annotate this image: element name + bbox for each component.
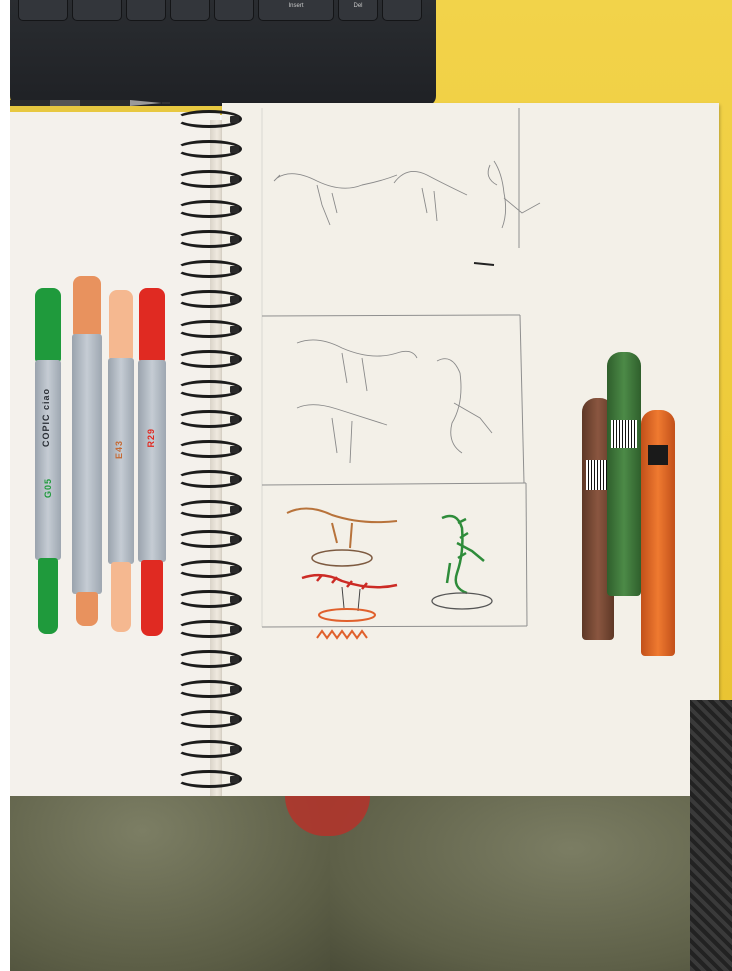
key-delete-label: Del (353, 3, 363, 9)
keyboard-key (72, 0, 122, 21)
keyboard-key (382, 0, 422, 21)
key-insert-label: Insert (288, 3, 304, 9)
panel-borders (262, 108, 527, 627)
keyboard-key (170, 0, 210, 21)
panel-2-sketches (297, 340, 492, 463)
marker-code-label: G05 (43, 478, 53, 499)
lap-right (330, 796, 732, 971)
marker-brand-label: COPIC ciao (41, 388, 51, 448)
marker-code-label: E43 (114, 440, 124, 460)
keyboard-key (214, 0, 254, 21)
panel-3-colored-dinosaurs (287, 508, 492, 638)
key-insert (258, 0, 334, 21)
keyboard-key (18, 0, 68, 21)
marker-green (32, 288, 64, 634)
marker-peach (106, 290, 136, 634)
keyboard (10, 0, 436, 106)
mechanical-pencil (10, 98, 170, 108)
crayon-green (607, 352, 641, 596)
marker-red (136, 288, 168, 636)
key-delete (338, 0, 378, 21)
marker-salmon (70, 276, 104, 628)
barcode-icon (611, 420, 637, 448)
lap-left (10, 796, 340, 971)
crayon-logo-icon (648, 445, 668, 465)
floor-texture (690, 700, 732, 971)
keyboard-key (126, 0, 166, 21)
marker-code-label: R29 (146, 428, 156, 448)
panel-1-sketches (274, 161, 540, 228)
